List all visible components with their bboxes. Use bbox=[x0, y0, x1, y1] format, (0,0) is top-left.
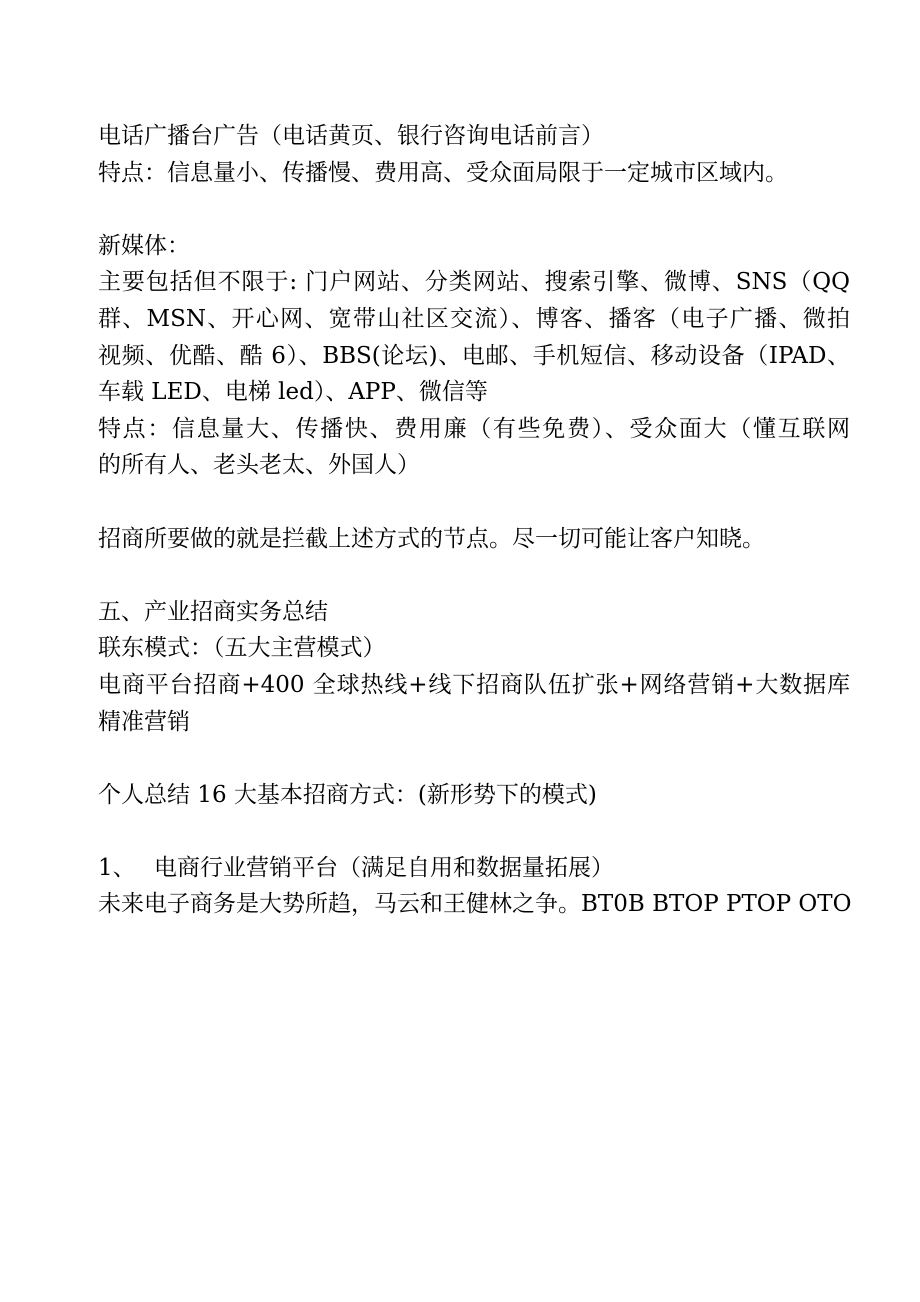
platform-line: 电商平台招商+400 全球热线+线下招商队伍扩张+网络营销+大数据库 bbox=[98, 671, 850, 698]
spacer bbox=[98, 191, 850, 228]
new-media-feature-line: 的所有人、老头老太、外国人） bbox=[98, 452, 420, 479]
new-media-heading: 新媒体： bbox=[98, 232, 190, 259]
spacer bbox=[98, 484, 850, 521]
liandong-mode-line: 联东模式：（五大主营模式） bbox=[98, 635, 386, 662]
section-five-heading: 五、产业招商实务总结 bbox=[98, 598, 328, 625]
item1-desc-line: 未来电子商务是大势所趋，马云和王健林之争。BT0B BTOP PTOP OTO bbox=[98, 891, 852, 918]
spacer bbox=[98, 813, 850, 850]
new-media-main-line: 主要包括但不限于: 门户网站、分类网站、搜索引擎、微博、SNS（QQ bbox=[98, 269, 850, 296]
item1-number: 1、 bbox=[98, 854, 136, 881]
intercept-line: 招商所要做的就是拦截上述方式的节点。尽一切可能让客户知晓。 bbox=[98, 525, 765, 552]
traditional-ad-line: 电话广播台广告（电话黄页、银行咨询电话前言） bbox=[98, 123, 604, 149]
new-media-main-line: 群、MSN、开心网、宽带山社区交流）、博客、播客（电子广播、微拍 bbox=[98, 305, 850, 332]
new-media-main-line: 车载 LED、电梯 led）、APP、微信等 bbox=[98, 379, 488, 406]
new-media-main-line: 视频、优酷、酷 6）、BBS(论坛)、电邮、手机短信、移动设备（IPAD、 bbox=[98, 342, 850, 369]
item1-title: 电商行业营销平台（满足自用和数据量拓展） bbox=[154, 854, 614, 881]
spacer bbox=[98, 740, 850, 777]
platform-line: 精准营销 bbox=[98, 708, 190, 735]
item1-title-line bbox=[98, 850, 850, 887]
new-media-feature-line: 特点：信息量大、传播快、费用廉（有些免费）、受众面大（懂互联网 bbox=[98, 415, 850, 442]
document-page bbox=[98, 118, 850, 923]
personal-summary-line: 个人总结 16 大基本招商方式：(新形势下的模式) bbox=[98, 781, 597, 808]
spacer bbox=[98, 557, 850, 594]
traditional-feature-line: 特点：信息量小、传播慢、费用高、受众面局限于一定城市区域内。 bbox=[98, 159, 788, 186]
